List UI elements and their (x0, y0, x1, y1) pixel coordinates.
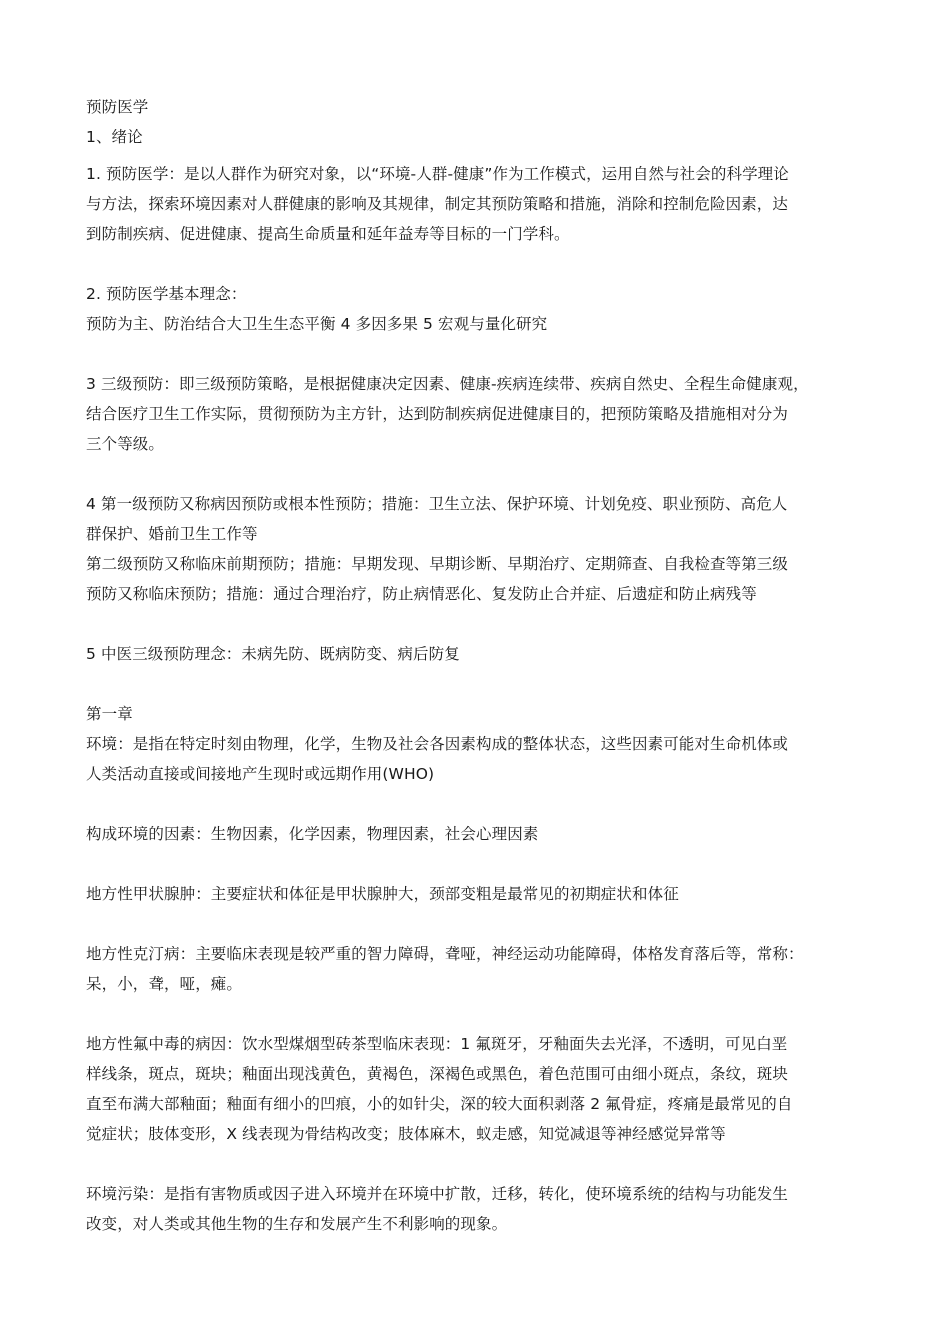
text-line: 构成环境的因素：生物因素，化学因素，物理因素，社会心理因素 (86, 825, 539, 843)
paragraph-prevention-levels (86, 489, 858, 609)
text-line: 4 第一级预防又称病因预防或根本性预防；措施：卫生立法、保护环境、计划免疫、职业预防、高危人 (86, 495, 788, 513)
section-heading: 1、绪论 (86, 128, 143, 146)
paragraph-endemic-goiter (86, 879, 858, 909)
paragraph-three-level-prevention (86, 369, 858, 459)
paragraph-basic-concepts (86, 279, 858, 339)
text-line: 5 中医三级预防理念：未病先防、既病防变、病后防复 (86, 645, 460, 663)
document-title: 预防医学 (86, 98, 149, 116)
paragraph-preventive-medicine-definition (86, 159, 858, 249)
text-line: 人类活动直接或间接地产生现时或远期作用(WHO) (86, 765, 435, 783)
paragraph-environment-factors (86, 819, 858, 849)
text-line: 三个等级。 (86, 435, 165, 453)
paragraph-environmental-pollution (86, 1179, 858, 1239)
text-line: 样线条，斑点，斑块；釉面出现浅黄色，黄褐色，深褐色或黑色，着色范围可由细小斑点，条纹，斑块 (86, 1065, 789, 1083)
text-line: 地方性甲状腺肿：主要症状和体征是甲状腺肿大，颈部变粗是最常见的初期症状和体征 (86, 885, 679, 903)
paragraph-tcm-prevention (86, 639, 858, 669)
text-line: 1. 预防医学：是以人群作为研究对象，以“环境-人群-健康”作为工作模式，运用自然与社会的科学理论 (86, 165, 789, 183)
text-line: 直至布满大部釉面；釉面有细小的凹痕，小的如针尖，深的较大面积剥落 2 氟骨症，疼痛是最常见的自 (86, 1095, 793, 1113)
text-line: 第二级预防又称临床前期预防；措施：早期发现、早期诊断、早期治疗、定期筛查、自我检查等第三级 (86, 555, 789, 573)
text-line: 3 三级预防：即三级预防策略，是根据健康决定因素、健康-疾病连续带、疾病自然史、全程生命健康观， (86, 375, 809, 393)
text-line: 预防又称临床预防；措施：通过合理治疗，防止病情恶化、复发防止合并症、后遗症和防止病残等 (86, 585, 757, 603)
text-line: 群保护、婚前卫生工作等 (86, 525, 258, 543)
text-line: 结合医疗卫生工作实际，贯彻预防为主方针，达到防制疾病促进健康目的，把预防策略及措施相对分为 (86, 405, 789, 423)
text-line: 呆，小，聋，哑，瘫。 (86, 975, 243, 993)
text-line: 地方性氟中毒的病因：饮水型煤烟型砖茶型临床表现：1 氟斑牙，牙釉面失去光泽，不透明，可见白垩 (86, 1035, 788, 1053)
paragraph-endemic-fluorosis (86, 1029, 858, 1149)
text-line: 2. 预防医学基本理念： (86, 285, 247, 303)
text-line: 预防为主、防治结合大卫生生态平衡 4 多因多果 5 宏观与量化研究 (86, 315, 548, 333)
paragraph-endemic-cretinism (86, 939, 858, 999)
text-line: 觉症状；肢体变形，X 线表现为骨结构改变；肢体麻木，蚁走感，知觉减退等神经感觉异常等 (86, 1125, 726, 1143)
chapter-heading: 第一章 (86, 705, 133, 723)
text-line: 与方法，探索环境因素对人群健康的影响及其规律，制定其预防策略和措施，消除和控制危险因素，达 (86, 195, 789, 213)
text-line: 到防制疾病、促进健康、提高生命质量和延年益寿等目标的一门学科。 (86, 225, 570, 243)
paragraph-environment-definition (86, 729, 858, 789)
text-line: 环境：是指在特定时刻由物理，化学，生物及社会各因素构成的整体状态，这些因素可能对生命机体或 (86, 735, 789, 753)
document-page (86, 92, 858, 1239)
text-line: 环境污染：是指有害物质或因子进入环境并在环境中扩散，迁移，转化，使环境系统的结构与功能发生 (86, 1185, 789, 1203)
text-line: 改变，对人类或其他生物的生存和发展产生不利影响的现象。 (86, 1215, 508, 1233)
text-line: 地方性克汀病：主要临床表现是较严重的智力障碍，聋哑，神经运动功能障碍，体格发育落后等，常称： (86, 945, 804, 963)
